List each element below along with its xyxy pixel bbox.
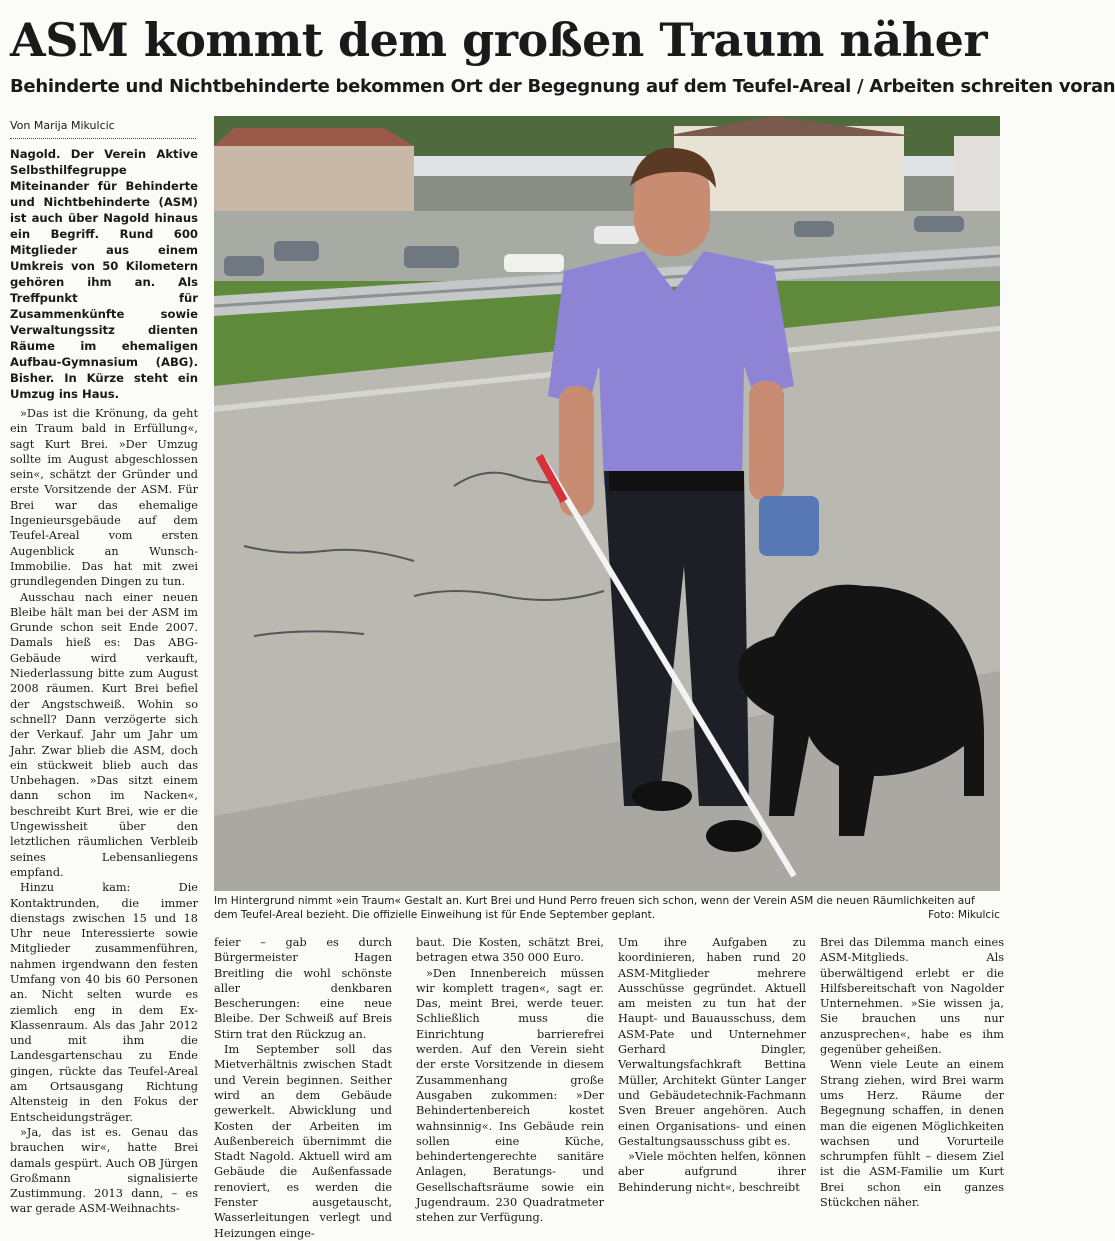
headline: ASM kommt dem großen Traum näher bbox=[10, 13, 988, 67]
article-column-1 bbox=[10, 146, 198, 1216]
paragraph: baut. Die Kosten, schätzt Brei, betragen etwa 350 000 Euro. bbox=[416, 936, 604, 965]
paragraph: »Das ist die Krönung, da geht ein Traum bald in Erfüllung«, sagt Kurt Brei. »Der Umzug sollte im August abgeschlossen sein«, schätzt der Gründer und erste Vorsitzende der ASM. Für Brei war das ehemalige Ingenieursgebäude auf dem Teufel-Areal vom ersten Augenblick an Wunsch-Immobilie. Das hat mit zwei grundlegenden Dingen zu tun. bbox=[10, 407, 198, 589]
paragraph: »Ja, das ist es. Genau das brauchen wir«, hatte Brei damals gespürt. Auch OB Jürgen Großmann signalisierte Zustimmung. 2013 dann, – es war gerade ASM-Weihnachts- bbox=[10, 1125, 198, 1216]
paragraph: Brei das Dilemma manch eines ASM-Mitglieds. Als überwältigend erlebt er die Hilfsbereitschaft von Nagolder Unternehmen. »Sie wissen ja, Sie brauchen uns nur anzusprechen«, habe es ihm gegenüber geheißen. bbox=[820, 936, 1004, 1057]
photo-credit: Foto: Mikulcic bbox=[928, 909, 1000, 921]
paragraph: Wenn viele Leute an einem Strang ziehen, wird Brei warm ums Herz. Räume der Begegnung schaffen, in denen man die eigenen Möglichkeiten wachsen und Vorurteile schrumpfen fühlt – diesem Ziel ist die ASM-Familie um Kurt Brei schon ein ganzes Stückchen näher. bbox=[820, 1058, 1004, 1210]
caption-text: Im Hintergrund nimmt »ein Traum« Gestalt an. Kurt Brei und Hund Perro freuen sich schon, wenn der Verein ASM die neuen Räumlichkeiten auf dem Teufel-Areal bezieht. Die offizielle Einweihung ist für Ende September geplant. bbox=[214, 895, 975, 921]
article-column-5 bbox=[820, 935, 1004, 1210]
paragraph: Ausschau nach einer neuen Bleibe hält man bei der ASM im Grunde schon seit Ende 2007. Damals hieß es: Das ABG-Gebäude wird verkauft, Niederlassung bitte zum August 2008 räumen. Kurt Brei befiel der Angstschweiß. Wohin so schnell? Dann verzögerte sich der Verkauf. Jahr um Jahr um Jahr. Zwar blieb die ASM, doch ein stückweit blieb auch das Unbehagen. »Das sitzt einem dann schon im Nacken«, beschreibt Kurt Brei, wie er die Ungewissheit über den letztlichen räumlichen Verbleib seines Lebensanliegens empfand. bbox=[10, 590, 198, 879]
subheadline: Behinderte und Nichtbehinderte bekommen Ort der Begegnung auf dem Teufel-Areal / Arbeiten schreiten voran bbox=[10, 76, 1115, 97]
paragraph: »Viele möchten helfen, können aber aufgrund ihrer Behinderung nicht«, beschreibt bbox=[618, 1150, 806, 1194]
photo-illustration bbox=[214, 116, 1000, 891]
lead-paragraph: Nagold. Der Verein Aktive Selbsthilfegruppe Miteinander für Behinderte und Nichtbehinderte (ASM) ist auch über Nagold hinaus ein Begriff. Rund 600 Mitglieder aus einem Umkreis von 50 Kilometern gehören ihm an. Als Treffpunkt für Zusammenkünfte sowie Verwaltungssitz dienten Räume im ehemaligen Aufbau-Gymnasium (ABG). Bisher. In Kürze steht ein Umzug ins Haus. bbox=[10, 147, 198, 401]
paragraph: Hinzu kam: Die Kontaktrunden, die immer dienstags zwischen 15 und 18 Uhr neue Interessierte sowie Mitglieder zusammenführen, nahmen irgendwann den festen Umfang von 40 bis 60 Personen an. Nicht selten wurde es ziemlich eng in dem Ex-Klassenraum. Als das Jahr 2012 und mit ihm die Landesgartenschau zu Ende gingen, rückte das Teufel-Areal am Ortsausgang Richtung Altensteig in den Fokus der Entscheidungsträger. bbox=[10, 881, 198, 1124]
article-photo bbox=[214, 116, 1000, 891]
paragraph: Im September soll das Mietverhältnis zwischen Stadt und Verein beginnen. Seither wird an dem Gebäude gewerkelt. Abwicklung und Kosten der Arbeiten im Außenbereich übernimmt die Stadt Nagold. Aktuell wird am Gebäude die Außenfassade renoviert, es werden die Fenster ausgetauscht, Wasserleitungen verlegt und Heizungen einge- bbox=[214, 1043, 392, 1240]
article-column-2 bbox=[214, 935, 392, 1240]
article-column-3 bbox=[416, 935, 604, 1225]
paragraph: feier – gab es durch Bürgermeister Hagen Breitling die wohl schönste aller denkbaren Bescherungen: eine neue Bleibe. Der Schweiß auf Breis Stirn trat den Rückzug an. bbox=[214, 936, 392, 1041]
paragraph: »Den Innenbereich müssen wir komplett tragen«, sagt er. Das, meint Brei, werde teuer. Schließlich muss die Einrichtung barrierefrei werden. Auf den Verein sieht der erste Vorsitzende in diesem Zusammenhang große Ausgaben zukommen: »Der Behindertenbereich kostet wahnsinnig«. Ins Gebäude rein sollen eine Küche, behindertengerechte sanitäre Anlagen, Beratungs- und Gesellschaftsräume sowie ein Jugendraum. 230 Quadratmeter stehen zur Verfügung. bbox=[416, 966, 604, 1225]
paragraph: Um ihre Aufgaben zu koordinieren, haben rund 20 ASM-Mitglieder mehrere Ausschüsse gegründet. Aktuell am meisten zu tun hat der Haupt- und Bauausschuss, dem ASM-Pate und Unternehmer Gerhard Dingler, Verwaltungsfachkraft Bettina Müller, Architekt Günter Langer und Gebäudetechnik-Fachmann Sven Breuer angehören. Auch einen Organisations- und einen Gestaltungsausschuss gibt es. bbox=[618, 936, 806, 1148]
article-column-4 bbox=[618, 935, 806, 1199]
byline: Von Marija Mikulcic bbox=[10, 118, 196, 139]
photo-caption bbox=[214, 894, 1000, 922]
